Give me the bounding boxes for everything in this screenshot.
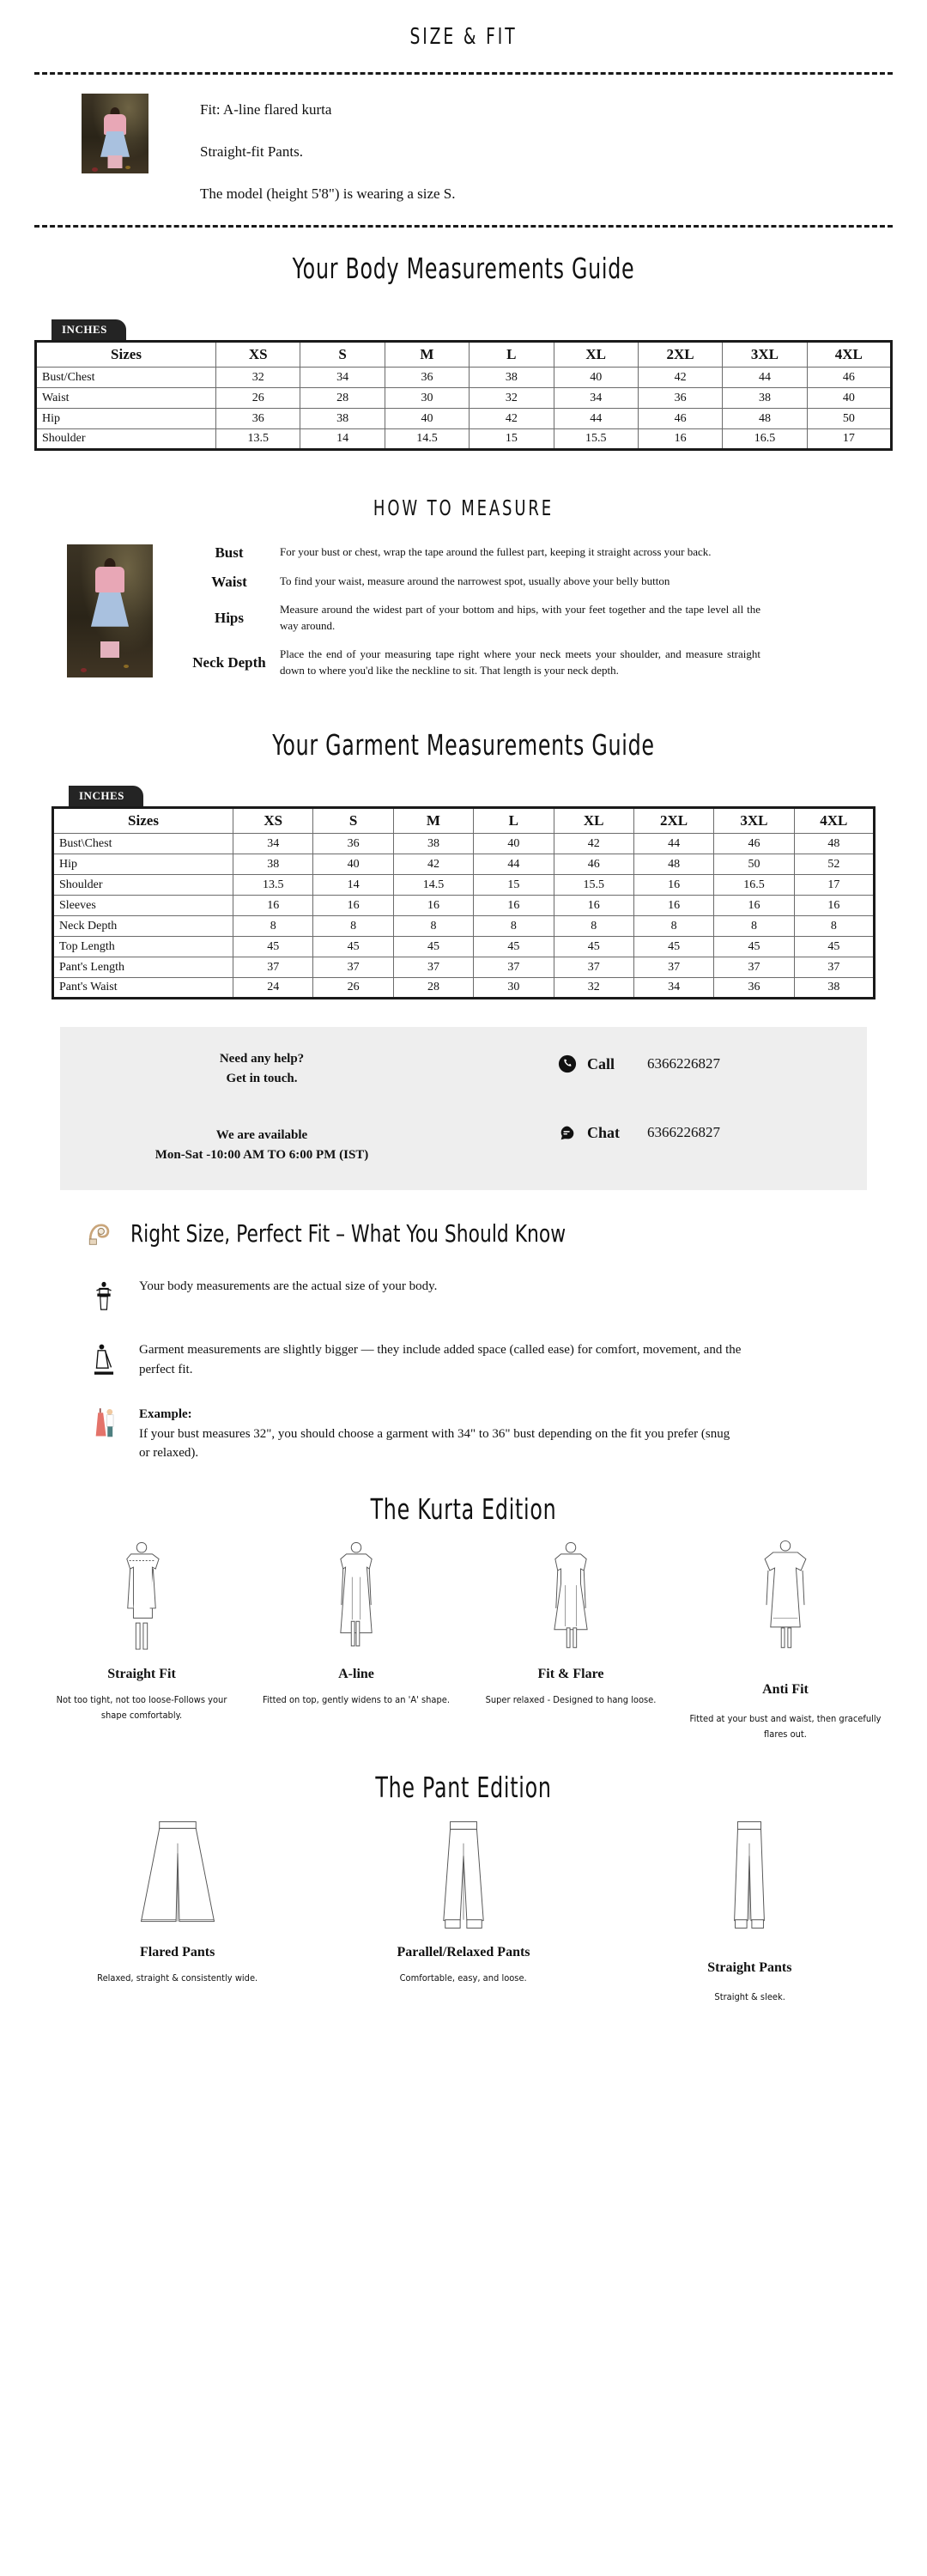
tip-garment-ease <box>0 1340 927 1379</box>
table-row <box>36 368 892 388</box>
table-cell: 38 <box>300 409 385 429</box>
table-cell: 13.5 <box>233 875 313 896</box>
table-cell: 37 <box>233 957 313 978</box>
column-header-xs: XS <box>216 342 300 368</box>
table-cell: 37 <box>393 957 473 978</box>
table-cell: 8 <box>794 916 874 937</box>
table-cell: 40 <box>385 409 469 429</box>
body-unit-tab: INCHES <box>52 319 126 340</box>
column-header-sizes: Sizes <box>36 342 216 368</box>
table-cell: 42 <box>393 854 473 875</box>
row-label: Sleeves <box>53 896 233 916</box>
table-cell: 45 <box>633 937 713 957</box>
table-cell: 16 <box>633 875 713 896</box>
table-cell: 46 <box>714 834 794 854</box>
row-label: Top Length <box>53 937 233 957</box>
table-cell: 16 <box>313 896 393 916</box>
table-cell: 38 <box>723 388 807 409</box>
table-cell: 46 <box>807 368 891 388</box>
style-card[interactable] <box>34 1809 320 2005</box>
column-header-xl: XL <box>554 808 633 834</box>
table-row <box>53 854 875 875</box>
table-cell: 36 <box>638 388 722 409</box>
table-cell: 26 <box>313 978 393 999</box>
call-number[interactable]: 6366226827 <box>647 1055 720 1072</box>
table-cell: 32 <box>554 978 633 999</box>
table-cell: 13.5 <box>216 429 300 450</box>
table-cell: 37 <box>794 957 874 978</box>
style-card[interactable] <box>607 1809 893 2005</box>
kurta-edition-heading: The Kurta Edition <box>370 1492 557 1526</box>
tip-2-text: Garment measurements are slightly bigger — they include added space (called ease) for comfort, movement, and the perfect fit. <box>139 1343 742 1376</box>
measure-description: Measure around the widest part of your bottom and hips, with your feet together and the tape level all the way around. <box>280 603 760 632</box>
how-to-measure-heading: HOW TO MEASURE <box>373 495 554 520</box>
style-name: Fit & Flare <box>537 1666 604 1681</box>
column-header-4xl: 4XL <box>807 342 891 368</box>
tip-example <box>0 1405 927 1463</box>
table-cell: 45 <box>393 937 473 957</box>
table-cell: 42 <box>554 834 633 854</box>
table-cell: 16.5 <box>714 875 794 896</box>
style-description: Comfortable, easy, and loose. <box>399 1972 528 1984</box>
column-header-m: M <box>393 808 473 834</box>
table-header-row <box>53 808 875 834</box>
measure-item <box>179 647 760 679</box>
help-panel <box>60 1027 867 1190</box>
table-cell: 37 <box>714 957 794 978</box>
chat-icon <box>558 1123 577 1142</box>
style-card[interactable] <box>249 1531 464 1741</box>
need-help-line-1: Need any help? <box>219 1052 305 1066</box>
table-cell: 45 <box>313 937 393 957</box>
table-cell: 37 <box>633 957 713 978</box>
column-header-3xl: 3XL <box>723 342 807 368</box>
style-illustration-icon <box>34 1809 320 1938</box>
style-name: Flared Pants <box>140 1945 215 1960</box>
style-name: Straight Fit <box>107 1666 176 1681</box>
table-cell: 8 <box>633 916 713 937</box>
style-name: Parallel/Relaxed Pants <box>397 1945 530 1960</box>
column-header-2xl: 2XL <box>638 342 722 368</box>
table-cell: 15.5 <box>554 875 633 896</box>
example-text: If your bust measures 32", you should choose a garment with 34" to 36" bust depending on the fit you prefer (snug or relaxed). <box>139 1426 730 1461</box>
example-label: Example: <box>139 1407 192 1422</box>
measure-term: Neck Depth <box>192 653 266 671</box>
style-illustration-icon <box>607 1809 893 1938</box>
call-label: Call <box>587 1054 615 1072</box>
table-cell: 8 <box>714 916 794 937</box>
table-cell: 38 <box>470 368 554 388</box>
column-header-l: L <box>474 808 554 834</box>
tips-heading-row <box>0 1216 927 1251</box>
table-cell: 16 <box>633 896 713 916</box>
table-cell: 42 <box>638 368 722 388</box>
kurta-edition-section <box>0 1463 927 1741</box>
measure-term: Bust <box>215 544 244 561</box>
pant-style-grid <box>0 1809 927 2005</box>
measuring-tape-icon <box>84 1216 115 1251</box>
table-cell: 32 <box>470 388 554 409</box>
table-row <box>36 429 892 450</box>
table-cell: 16 <box>474 896 554 916</box>
table-cell: 37 <box>554 957 633 978</box>
availability-line-2: Mon-Sat -10:00 AM TO 6:00 PM (IST) <box>154 1147 369 1162</box>
column-header-s: S <box>313 808 393 834</box>
table-cell: 38 <box>794 978 874 999</box>
table-cell: 50 <box>714 854 794 875</box>
table-cell: 8 <box>474 916 554 937</box>
style-illustration-icon <box>678 1531 893 1660</box>
table-row <box>36 388 892 409</box>
style-card[interactable] <box>320 1809 606 2005</box>
table-cell: 15 <box>470 429 554 450</box>
mannequin-fitting-icon <box>84 1405 124 1443</box>
table-cell: 48 <box>633 854 713 875</box>
how-to-measure-block <box>0 520 927 690</box>
table-cell: 28 <box>300 388 385 409</box>
page-title: SIZE & FIT <box>409 24 518 50</box>
column-header-3xl: 3XL <box>714 808 794 834</box>
measure-item <box>179 544 760 562</box>
table-cell: 42 <box>470 409 554 429</box>
table-cell: 40 <box>807 388 891 409</box>
garment-measurements-table-wrap <box>52 786 876 999</box>
table-header-row <box>36 342 892 368</box>
style-illustration-icon <box>320 1809 606 1938</box>
fit-summary <box>0 75 927 201</box>
table-row <box>53 916 875 937</box>
pant-edition-heading: The Pant Edition <box>375 1771 552 1805</box>
table-cell: 44 <box>723 368 807 388</box>
table-row <box>53 896 875 916</box>
help-text-block <box>60 1049 464 1164</box>
row-label: Shoulder <box>53 875 233 896</box>
row-label: Bust/Chest <box>36 368 216 388</box>
table-cell: 34 <box>233 834 313 854</box>
style-name: A-line <box>338 1666 374 1681</box>
table-row <box>53 875 875 896</box>
table-cell: 46 <box>554 854 633 875</box>
body-measurements-table-wrap <box>34 319 893 451</box>
measure-definitions <box>153 544 760 690</box>
style-illustration-icon <box>34 1531 249 1660</box>
table-cell: 8 <box>233 916 313 937</box>
style-description: Fitted at your bust and waist, then gracefully flares out. <box>689 1712 882 1740</box>
help-contacts <box>464 1049 867 1164</box>
fit-line-2: Straight-fit Pants. <box>200 143 303 160</box>
table-cell: 28 <box>393 978 473 999</box>
table-cell: 30 <box>474 978 554 999</box>
table-cell: 14.5 <box>385 429 469 450</box>
table-cell: 40 <box>474 834 554 854</box>
style-description: Super relaxed - Designed to hang loose. <box>485 1693 657 1705</box>
column-header-4xl: 4XL <box>794 808 874 834</box>
table-cell: 8 <box>313 916 393 937</box>
table-cell: 44 <box>633 834 713 854</box>
row-label: Bust\Chest <box>53 834 233 854</box>
table-cell: 16 <box>638 429 722 450</box>
table-cell: 36 <box>714 978 794 999</box>
column-header-l: L <box>470 342 554 368</box>
garment-measurements-table <box>52 806 876 999</box>
table-row <box>53 937 875 957</box>
table-cell: 52 <box>794 854 874 875</box>
row-label: Pant's Waist <box>53 978 233 999</box>
table-cell: 37 <box>474 957 554 978</box>
table-row <box>36 409 892 429</box>
column-header-2xl: 2XL <box>633 808 713 834</box>
table-cell: 50 <box>807 409 891 429</box>
table-cell: 36 <box>216 409 300 429</box>
table-cell: 8 <box>393 916 473 937</box>
tip-body-measurements <box>0 1277 927 1315</box>
row-label: Shoulder <box>36 429 216 450</box>
table-cell: 44 <box>474 854 554 875</box>
table-cell: 40 <box>554 368 638 388</box>
table-cell: 45 <box>794 937 874 957</box>
pant-edition-section <box>0 1741 927 2005</box>
measure-model-photo <box>67 544 153 677</box>
style-illustration-icon <box>464 1531 678 1660</box>
garment-guide-heading: Your Garment Measurements Guide <box>272 728 655 762</box>
row-label: Pant's Length <box>53 957 233 978</box>
model-photo <box>82 94 148 173</box>
row-label: Waist <box>36 388 216 409</box>
measure-item <box>179 574 760 591</box>
table-cell: 24 <box>233 978 313 999</box>
table-cell: 17 <box>794 875 874 896</box>
tip-3-text <box>124 1405 742 1463</box>
table-cell: 48 <box>794 834 874 854</box>
table-cell: 45 <box>714 937 794 957</box>
style-description: Fitted on top, gently widens to an 'A' shape. <box>262 1693 451 1705</box>
chat-label: Chat <box>587 1123 621 1141</box>
table-cell: 34 <box>300 368 385 388</box>
table-cell: 16 <box>554 896 633 916</box>
body-measurements-table <box>34 340 893 451</box>
table-cell: 14 <box>300 429 385 450</box>
table-cell: 14.5 <box>393 875 473 896</box>
fit-description <box>200 94 456 201</box>
phone-icon <box>558 1054 577 1073</box>
table-cell: 48 <box>723 409 807 429</box>
table-cell: 44 <box>554 409 638 429</box>
measure-term: Waist <box>211 573 247 590</box>
fit-line-3: The model (height 5'8") is wearing a size S. <box>200 185 456 202</box>
column-header-xs: XS <box>233 808 313 834</box>
measure-item <box>179 602 760 635</box>
measure-description: For your bust or chest, wrap the tape around the fullest part, keeping it straight across your back. <box>280 545 712 558</box>
chat-contact[interactable] <box>464 1123 867 1142</box>
table-cell: 34 <box>633 978 713 999</box>
table-cell: 40 <box>313 854 393 875</box>
table-row <box>53 978 875 999</box>
column-header-xl: XL <box>554 342 638 368</box>
table-cell: 8 <box>554 916 633 937</box>
table-cell: 36 <box>313 834 393 854</box>
table-cell: 45 <box>554 937 633 957</box>
column-header-sizes: Sizes <box>53 808 233 834</box>
table-cell: 16.5 <box>723 429 807 450</box>
table-cell: 38 <box>393 834 473 854</box>
style-description: Relaxed, straight & consistently wide. <box>97 1972 258 1984</box>
waist-measure-icon <box>84 1277 124 1315</box>
table-row <box>53 834 875 854</box>
column-header-s: S <box>300 342 385 368</box>
measure-description: To find your waist, measure around the narrowest spot, usually above your belly button <box>280 574 670 587</box>
row-label: Hip <box>53 854 233 875</box>
table-cell: 45 <box>233 937 313 957</box>
table-cell: 38 <box>233 854 313 875</box>
table-cell: 30 <box>385 388 469 409</box>
call-contact[interactable] <box>464 1054 867 1073</box>
table-cell: 26 <box>216 388 300 409</box>
fit-line-1: Fit: A-line flared kurta <box>200 101 332 118</box>
need-help-line-2: Get in touch. <box>226 1071 298 1085</box>
table-cell: 34 <box>554 388 638 409</box>
table-cell: 14 <box>313 875 393 896</box>
table-cell: 16 <box>393 896 473 916</box>
table-row <box>53 957 875 978</box>
table-cell: 36 <box>385 368 469 388</box>
row-label: Hip <box>36 409 216 429</box>
style-name: Straight Pants <box>707 1960 792 1976</box>
tailor-icon <box>84 1340 124 1378</box>
table-cell: 16 <box>714 896 794 916</box>
body-guide-heading: Your Body Measurements Guide <box>292 252 635 285</box>
chat-number[interactable]: 6366226827 <box>647 1124 720 1141</box>
style-name: Anti Fit <box>762 1681 809 1697</box>
table-cell: 16 <box>233 896 313 916</box>
table-cell: 15.5 <box>554 429 638 450</box>
kurta-style-grid <box>0 1531 927 1741</box>
availability-line-1: We are available <box>215 1128 308 1143</box>
table-cell: 16 <box>794 896 874 916</box>
garment-unit-tab: INCHES <box>69 786 143 806</box>
table-cell: 17 <box>807 429 891 450</box>
style-card[interactable] <box>464 1531 678 1741</box>
style-description: Straight & sleek. <box>714 1991 785 2003</box>
tips-section <box>0 1190 927 1463</box>
style-card[interactable] <box>678 1531 893 1741</box>
row-label: Neck Depth <box>53 916 233 937</box>
table-cell: 15 <box>474 875 554 896</box>
style-description: Not too tight, not too loose-Follows your shape comfortably. <box>56 1693 227 1721</box>
column-header-m: M <box>385 342 469 368</box>
table-cell: 37 <box>313 957 393 978</box>
table-cell: 32 <box>216 368 300 388</box>
style-illustration-icon <box>249 1531 464 1660</box>
style-card[interactable] <box>34 1531 249 1741</box>
table-cell: 45 <box>474 937 554 957</box>
measure-term: Hips <box>214 610 245 627</box>
tips-heading: Right Size, Perfect Fit – What You Should Know <box>130 1219 566 1249</box>
measure-description: Place the end of your measuring tape right where your neck meets your shoulder, and measure straight down to where you'd like the neckline to sit. That length is your neck depth. <box>280 647 760 677</box>
tip-1-text: Your body measurements are the actual size of your body. <box>139 1279 438 1294</box>
table-cell: 46 <box>638 409 722 429</box>
